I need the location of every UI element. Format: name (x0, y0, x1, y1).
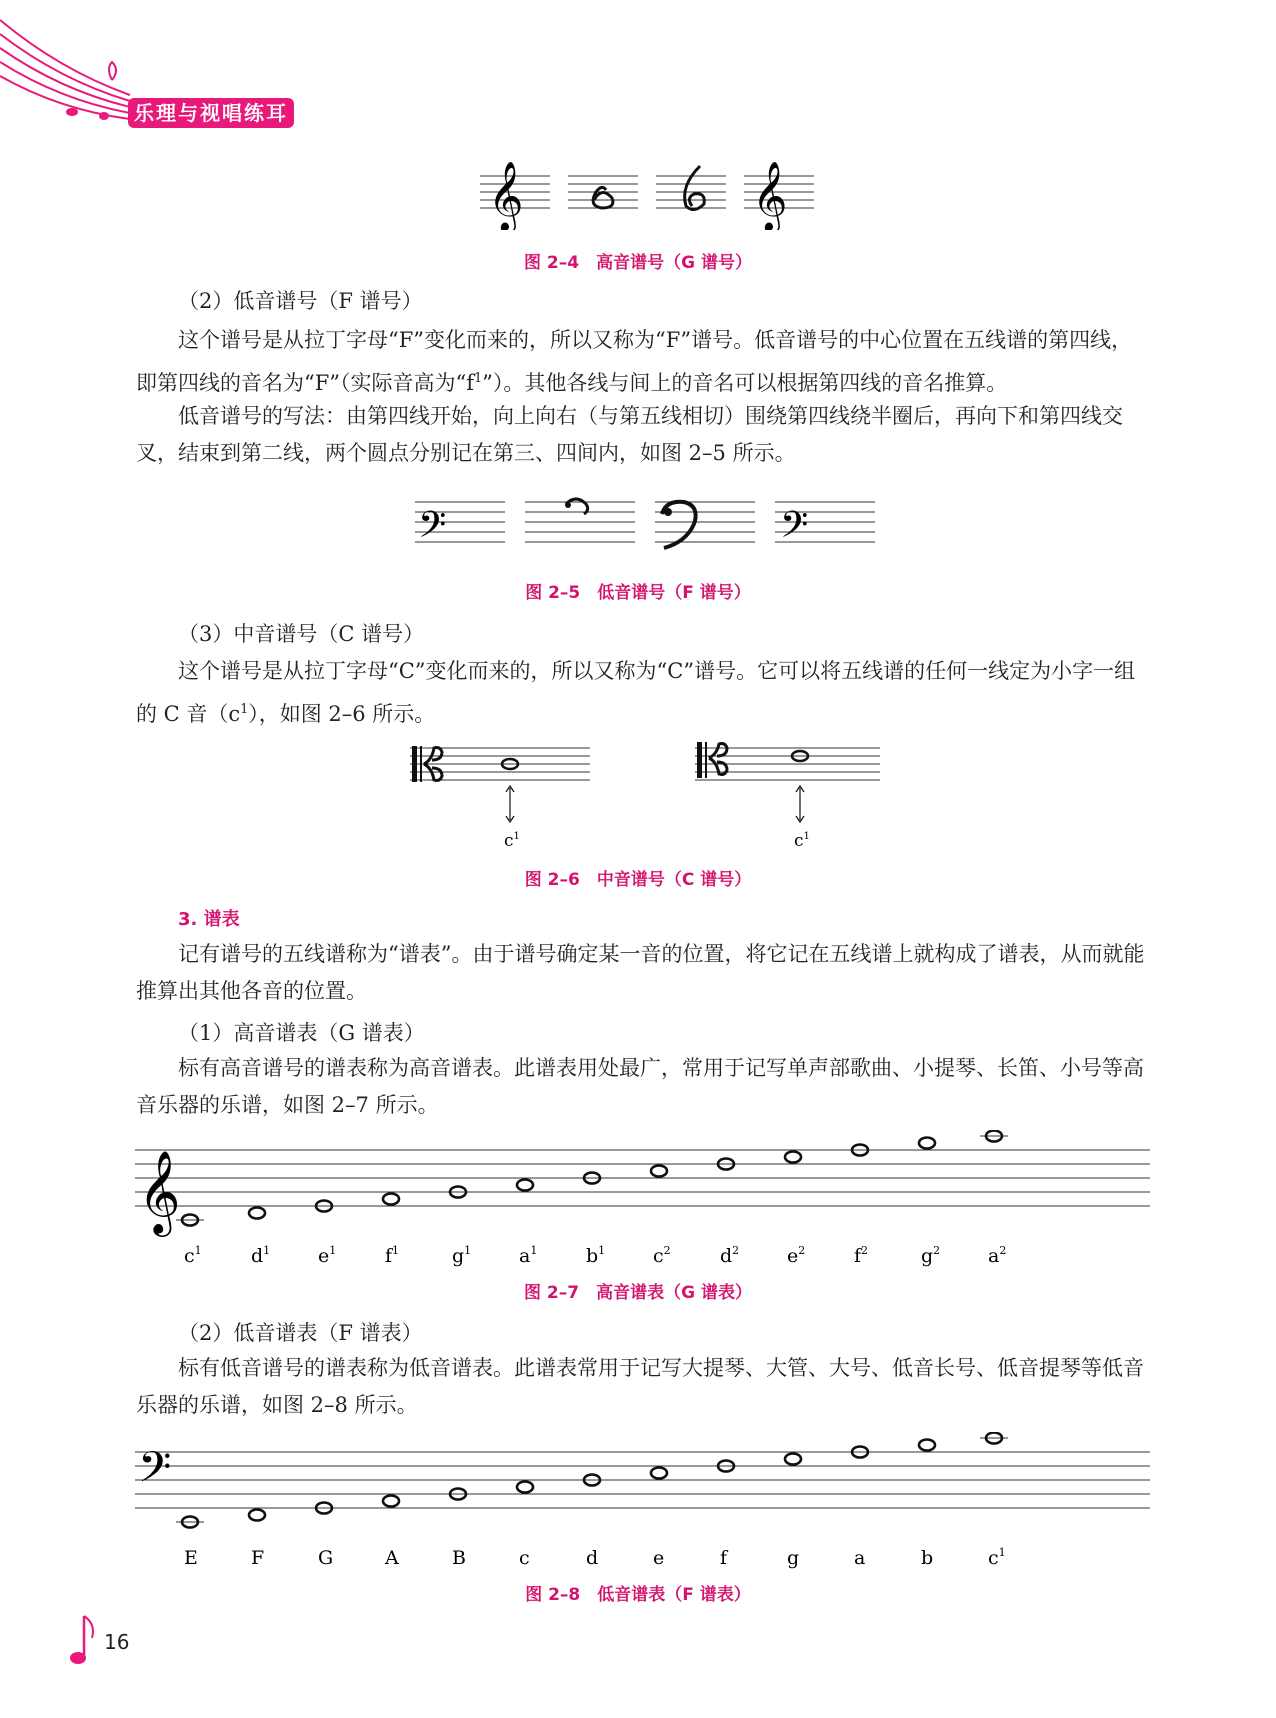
paragraph: 标有低音谱号的谱表称为低音谱表。此谱表常用于记写大提琴、大管、大号、低音长号、低音提琴等低音乐器的乐谱，如图 2–8 所示。 (136, 1356, 1144, 1417)
paragraph: 标有高音谱号的谱表称为高音谱表。此谱表用处最广，常用于记写单声部歌曲、小提琴、长笛、小号等高音乐器的乐谱，如图 2–7 所示。 (136, 1056, 1144, 1117)
note-label: f (720, 1547, 728, 1569)
whole-note (517, 1482, 533, 1493)
note-label: A (385, 1547, 399, 1569)
whole-note (651, 1468, 667, 1479)
whole-note (249, 1510, 265, 1521)
whole-note (919, 1138, 935, 1149)
arrow-icon (506, 786, 804, 822)
note-label: E (184, 1547, 198, 1569)
note-label: b (921, 1547, 934, 1569)
page-number: 16 (104, 1630, 130, 1654)
note-label: F (251, 1547, 265, 1569)
whole-note (383, 1496, 399, 1507)
note-label: $a^2$ (988, 1244, 1007, 1267)
note-label: $c^1$ (794, 831, 810, 851)
note-label: $e^2$ (787, 1244, 806, 1267)
whole-note (383, 1194, 399, 1205)
header-title: 乐理与视唱练耳 (128, 98, 294, 128)
treble-clef-icon: 𝄞 (138, 1149, 181, 1233)
treble-clef-partial-icon (685, 166, 705, 210)
note-label: $f^1$ (385, 1244, 400, 1267)
note-label: d (586, 1547, 599, 1569)
paragraph: 记有谱号的五线谱称为“谱表”。由于谱号确定某一音的位置，将它记在五线谱上就构成了谱表，从而就能推算出其他各音的位置。 (136, 942, 1145, 1003)
bass-clef-icon: 𝄢 (138, 1443, 172, 1503)
whole-note (249, 1208, 265, 1219)
note-label: $a^1$ (519, 1244, 538, 1267)
note-label: B (452, 1547, 466, 1569)
note-label: $c^2$ (653, 1244, 671, 1267)
figure-bass-staff (130, 1432, 1160, 1572)
figure-treble-staff (130, 1130, 1160, 1270)
subsection-heading: （2）低音谱表（F 谱表） (178, 1321, 423, 1345)
paragraph: 低音谱号的写法：由第四线开始，向上向右（与第五线相切）围绕第四线绕半圈后，再向下和第四线交叉，结束到第二线，两个圆点分别记在第三、四间内，如图 2–5 所示。 (136, 404, 1123, 465)
figure-caption: 图 2–6 中音谱号（C 谱号） (524, 870, 752, 890)
note-label: $g^2$ (921, 1244, 941, 1267)
bass-clef-icon: 𝄢 (780, 504, 809, 555)
figure-alto-clefs (400, 740, 890, 855)
whole-note (919, 1440, 935, 1451)
figure-caption: 图 2–4 高音谱号（G 谱号） (524, 253, 752, 273)
music-note-icon (62, 1612, 98, 1672)
paragraph: 这个谱号是从拉丁字母“F”变化而来的，所以又称为“F”谱号。低音谱号的中心位置在五线谱的第四线，即第四线的音名为“F”（实际音高为“$f^1$”）。其他各线与间上的音名可以根据第四线的音名推算。 (136, 328, 1133, 395)
note-label: $b^1$ (586, 1244, 606, 1267)
whole-note (651, 1166, 667, 1177)
figure-caption: 图 2–5 低音谱号（F 谱号） (525, 583, 751, 603)
c-clef-icon (697, 742, 727, 778)
subsection-heading: （2）低音谱号（F 谱号） (178, 289, 423, 313)
note-label: $c^1$ (504, 831, 520, 851)
section-heading: 3. 谱表 (178, 909, 240, 930)
paragraph: 这个谱号是从拉丁字母“C”变化而来的，所以又称为“C”谱号。它可以将五线谱的任何一线定为小字一组的 C 音$(c^1)$，如图 2–6 所示。 (136, 659, 1136, 726)
note-label: G (318, 1547, 334, 1569)
subsection-heading: （1）高音谱表（G 谱表） (178, 1021, 425, 1045)
note-label: $g^1$ (452, 1244, 472, 1267)
note-label: $d^2$ (720, 1244, 740, 1267)
figure-caption: 图 2–8 低音谱表（F 谱表） (525, 1585, 751, 1605)
bass-clef-icon: 𝄢 (418, 504, 447, 555)
note-label: $f^2$ (854, 1244, 869, 1267)
note-label: c (519, 1547, 530, 1569)
note-label: $e^1$ (318, 1244, 337, 1267)
note-label: e (653, 1547, 665, 1569)
note-label: $c^1$ (184, 1244, 202, 1267)
note-label: g (787, 1547, 800, 1569)
treble-clef-icon: 𝄞 (488, 161, 524, 230)
figure-bass-clefs (410, 492, 880, 557)
whole-note (785, 1454, 801, 1465)
note-label: $d^1$ (251, 1244, 271, 1267)
figure-treble-clefs (470, 160, 820, 230)
whole-note (517, 1180, 533, 1191)
subsection-heading: （3）中音谱号（C 谱号） (178, 622, 425, 646)
whole-note (785, 1152, 801, 1163)
figure-caption: 图 2–7 高音谱表（G 谱表） (524, 1283, 752, 1303)
treble-clef-partial-icon (593, 187, 613, 208)
note-label: $c^1$ (988, 1546, 1006, 1569)
treble-clef-icon: 𝄞 (752, 161, 788, 230)
note-label: a (854, 1547, 866, 1569)
